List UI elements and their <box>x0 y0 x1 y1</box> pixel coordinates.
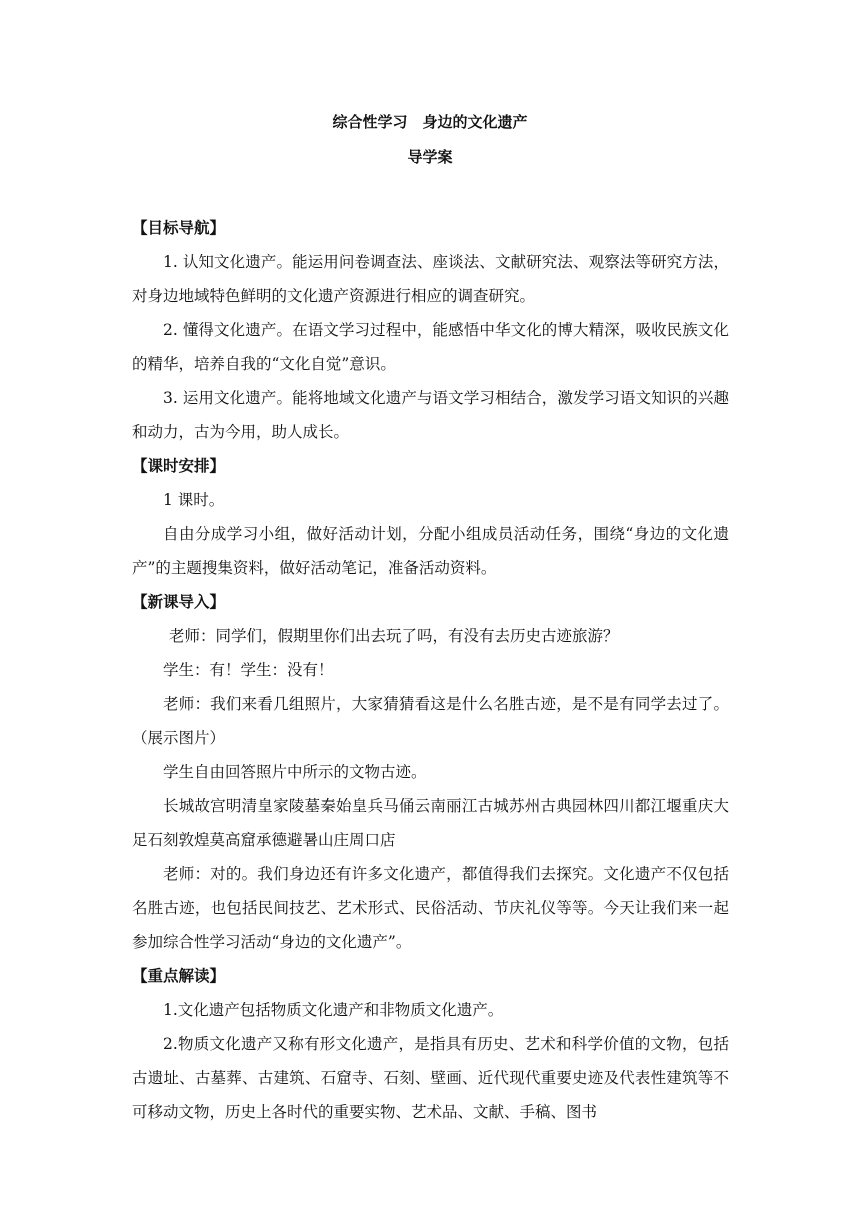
goal-item-3: 3. 运用文化遗产。能将地域文化遗产与语文学习相结合，激发学习语文知识的兴趣和动力，古为今用，助人成长。 <box>132 389 729 441</box>
schedule-item-2: 自由分成学习小组，做好活动计划，分配小组成员活动任务，围绕“身边的文化遗产”的主题搜集资料，做好活动笔记，准备活动资料。 <box>132 525 729 577</box>
page-title: 综合性学习 身边的文化遗产 <box>332 113 528 131</box>
page-subtitle: 导学案 <box>407 148 453 166</box>
document-body <box>132 211 729 1129</box>
intro-item-4: 学生自由回答照片中所示的文物古迹。 <box>163 763 427 781</box>
schedule-item-1: 1 课时。 <box>163 491 225 509</box>
section-heading-schedule: 【课时安排】 <box>132 457 226 475</box>
keypoint-item-1: 1.文化遗产包括物质文化遗产和非物质文化遗产。 <box>163 1001 504 1019</box>
intro-item-3: 老师：我们来看几组照片，大家猜猜看这是什么名胜古迹，是不是有同学去过了。（展示图片） <box>132 695 729 747</box>
keypoint-item-2: 2.物质文化遗产又称有形文化遗产，是指具有历史、艺术和科学价值的文物，包括古遗址、古墓葬、古建筑、石窟寺、石刻、壁画、近代现代重要史迹及代表性建筑等不可移动文物，历史上各时代的重要实物、艺术品、文献、手稿、图书 <box>132 1035 729 1121</box>
intro-item-6: 老师：对的。我们身边还有许多文化遗产，都值得我们去探究。文化遗产不仅包括名胜古迹，也包括民间技艺、艺术形式、民俗活动、节庆礼仪等等。今天让我们来一起参加综合性学习活动“身边的文化遗产”。 <box>132 865 729 951</box>
intro-item-5: 长城故宫明清皇家陵墓秦始皇兵马俑云南丽江古城苏州古典园林四川都江堰重庆大足石刻敦煌莫高窟承德避暑山庄周口店 <box>132 797 729 849</box>
intro-item-2: 学生：有！学生：没有！ <box>163 661 334 679</box>
goal-item-2: 2. 懂得文化遗产。在语文学习过程中，能感悟中华文化的博大精深，吸收民族文化的精华，培养自我的“文化自觉”意识。 <box>132 321 729 373</box>
section-heading-keypoints: 【重点解读】 <box>132 967 226 985</box>
section-heading-intro: 【新课导入】 <box>132 593 226 611</box>
intro-item-1: 老师：同学们，假期里你们出去玩了吗，有没有去历史古迹旅游？ <box>169 627 619 645</box>
section-heading-goals: 【目标导航】 <box>132 219 226 237</box>
goal-item-1: 1. 认知文化遗产。能运用问卷调查法、座谈法、文献研究法、观察法等研究方法，对身边地域特色鲜明的文化遗产资源进行相应的调查研究。 <box>132 253 729 305</box>
